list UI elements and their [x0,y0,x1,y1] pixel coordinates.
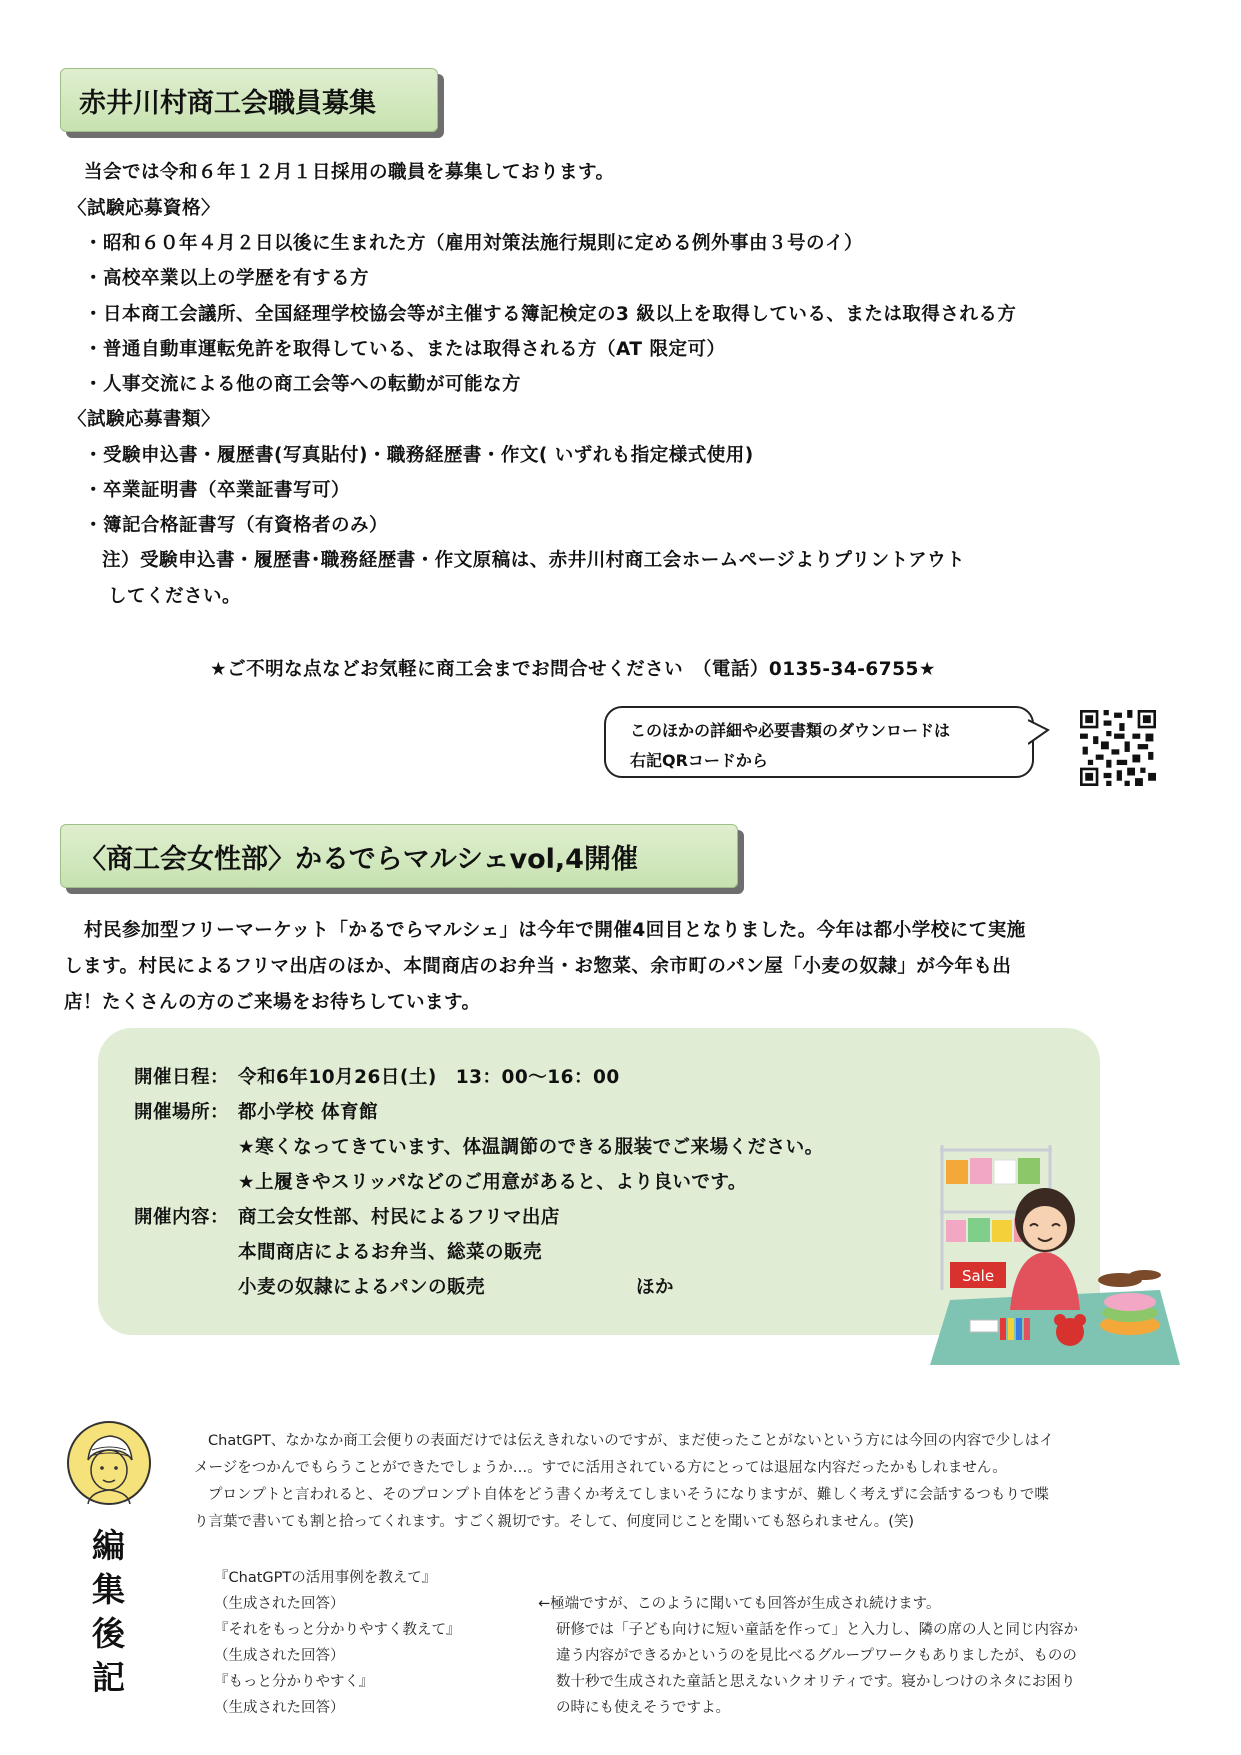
editorial-title [92,1524,132,1700]
editor-avatar [66,1420,152,1506]
editorial-para-line: メージをつかんでもらうことができたでしょうか…。すでに活用されている方にとっては退屈な内容だったかもしれません。 [194,1460,1007,1476]
callout-line: このほかの詳細や必要書類のダウンロードは [630,721,951,740]
documents-note-cont: してください。 [108,586,242,607]
qr-callout [604,706,1034,778]
callout-tail-icon [1028,718,1050,748]
editorial-para-line: り言葉で書いても割と拾ってくれます。すごく親切です。そして、何度同じことを聞いても怒られません。(笑) [194,1514,915,1530]
editorial-title-char: 後 [92,1614,125,1653]
flea-market-illustration [930,1140,1180,1370]
documents-heading: 〈試験応募書類〉 [68,409,221,430]
editorial-title-char: 記 [92,1658,125,1697]
place-label: 開催場所： [134,1102,230,1123]
editorial-note-line: 研修では「子ども向けに短い童話を作って」と入力し、隣の席の人と同じ内容か [556,1622,1078,1638]
content-suffix: ほか [636,1277,675,1298]
content-item: 商工会女性部、村民によるフリマ出店 [238,1207,560,1228]
document-item: ・受験申込書・履歴書(写真貼付)・職務経歴書・作文( いずれも指定様式使用) [84,445,754,466]
editorial-para-line: ChatGPT、なかなか商工会便りの表面だけでは伝えきれないのですが、まだ使ったことがないという方には今回の内容で少しはイ [208,1433,1054,1449]
answer-line: （生成された回答） [214,1596,345,1612]
date-label: 開催日程： [134,1067,230,1088]
place-note: ★上履きやスリッパなどのご用意があると、より良いです。 [238,1172,747,1193]
date-value: 令和6年10月26日(土) 13：00～16：00 [238,1067,620,1088]
prompt-line: 『それをもっと分かりやすく教えて』 [214,1622,461,1638]
qualification-item: ・日本商工会議所、全国経理学校協会等が主催する簿記検定の3 級以上を取得している、または取得される方 [84,304,1017,325]
editorial-title-char: 集 [92,1570,125,1609]
content-label: 開催内容： [134,1207,230,1228]
document-item: ・簿記合格証書写（有資格者のみ） [84,515,389,536]
document-item: ・卒業証明書（卒業証書写可） [84,480,351,501]
marche-intro-line: 村民参加型フリーマーケット「かるでらマルシェ」は今年で開催4回目となりました。今年は都小学校にて実施 [84,920,1026,941]
sale-sign-text: Sale [961,1267,995,1285]
qualification-item: ・高校卒業以上の学歴を有する方 [84,268,370,289]
qualifications-heading: 〈試験応募資格〉 [68,198,221,219]
editorial-title-char: 編 [92,1526,125,1565]
contact-line: ★ご不明な点などお気軽に商工会までお問合せください （電話）0135-34-6755★ [210,659,937,680]
qualification-item: ・人事交流による他の商工会等への転勤が可能な方 [84,374,522,395]
answer-line: （生成された回答） [214,1648,345,1664]
section1-heading: 赤井川村商工会職員募集 [60,68,438,132]
editorial-note-line: 違う内容ができるかというのを見比べるグループワークもありましたが、ものの [556,1648,1077,1664]
qualification-item: ・普通自動車運転免許を取得している、または取得される方（AT 限定可） [84,339,726,360]
qualification-item: ・昭和６０年４月２日以後に生まれた方（雇用対策法施行規則に定める例外事由３号のイ） [84,233,864,254]
section2-heading: 〈商工会女性部〉かるでらマルシェvol,4開催 [60,824,738,888]
editorial-note-line: の時にも使えそうですよ。 [556,1700,730,1716]
content-item: 小麦の奴隷によるパンの販売 [238,1277,486,1298]
marche-intro-line: します。村民によるフリマ出店のほか、本間商店のお弁当・お惣菜、余市町のパン屋「小麦の奴隷」が今年も出 [64,956,1012,977]
prompt-line: 『もっと分かりやすく』 [214,1674,374,1690]
recruit-intro: 当会では令和６年１２月１日採用の職員を募集しております。 [84,162,615,183]
callout-line: 右記QRコードから [630,751,768,770]
place-value: 都小学校 体育館 [238,1102,378,1123]
content-item: 本間商店によるお弁当、総菜の販売 [238,1242,543,1263]
marche-intro-line: 店！たくさんの方のご来場をお待ちしています。 [64,992,481,1013]
editorial-para-line: プロンプトと言われると、そのプロンプト自体をどう書くか考えてしまいそうになりますが、難しく考えずに会話するつもりで喋 [208,1487,1049,1503]
editorial-note-line: 数十秒で生成された童話と思えないクオリティです。寝かしつけのネタにお困り [556,1674,1076,1690]
prompt-line: 『ChatGPTの活用事例を教えて』 [214,1570,437,1586]
qr-code-icon[interactable] [1080,710,1156,786]
place-note: ★寒くなってきています、体温調節のできる服装でご来場ください。 [238,1137,824,1158]
documents-note: 注）受験申込書・履歴書･職務経歴書・作文原稿は、赤井川村商工会ホームページよりプリントアウト [102,550,966,571]
answer-line: （生成された回答） [214,1700,345,1716]
editorial-note-line: ←極端ですが、このように聞いても回答が生成され続けます。 [538,1596,941,1612]
